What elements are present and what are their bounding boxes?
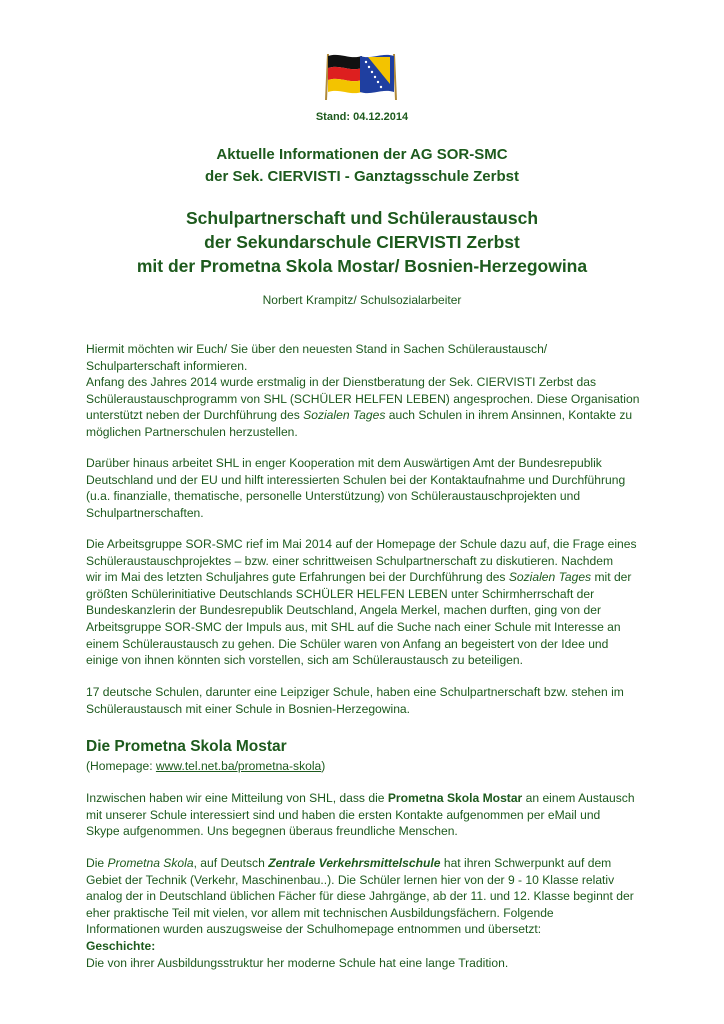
italic-text: Sozialen Tages xyxy=(508,570,592,585)
text-line xyxy=(86,790,646,807)
germany-bosnia-flags-icon xyxy=(318,48,404,106)
text-line xyxy=(86,758,646,775)
text-line: Schulpartnerschaften. xyxy=(86,505,204,520)
text-line: Schüleraustauschprojektes – bzw. einer schrittweisen Schulpartnerschaft zu diskutieren. Nachdem xyxy=(86,553,614,568)
homepage-line xyxy=(86,758,646,775)
paragraph-german-schools xyxy=(86,684,646,717)
subtitle-line-2: der Sek. CIERVISTI - Ganztagsschule Zerbst xyxy=(205,168,519,185)
text-line: 17 deutsche Schulen, darunter eine Leipziger Schule, haben eine Schulpartnerschaft bzw. stehen im xyxy=(86,685,624,699)
text-line: einige von ihnen könnten sich vorstellen, sich am Schüleraustausch zu beteiligen. xyxy=(86,653,523,668)
text-line: Schulparterschaft informieren. xyxy=(86,358,248,373)
text-line: Schüleraustausch mit einer Schule in Bosnien-Herzegowina. xyxy=(86,701,411,716)
text-line: größten Schülerinitiative Deutschlands SCHÜLER HELFEN LEBEN unter Schirmherrschaft der xyxy=(86,586,595,601)
subtitle-line-1: Aktuelle Informationen der AG SOR-SMC xyxy=(216,146,508,163)
stand-date: Stand: 04.12.2014 xyxy=(315,111,409,123)
title-line-3: mit der Prometna Skola Mostar/ Bosnien-Herzegowina xyxy=(136,256,588,276)
text-segment: an einem Austausch xyxy=(522,791,635,805)
text-line: Informationen wurden auszugsweise der Schulhomepage entnommen und übersetzt: xyxy=(86,922,542,937)
germany-flag-icon xyxy=(326,54,362,100)
paragraph-cooperation xyxy=(86,455,646,521)
bold-italic-text: Zentrale Verkehrsmittelschule xyxy=(268,856,441,870)
bosnia-flag-icon xyxy=(360,54,396,100)
title-line-2: der Sekundarschule CIERVISTI Zerbst xyxy=(204,232,520,252)
section-title: Die Prometna Skola Mostar xyxy=(86,738,287,755)
text-line: Schüleraustauschprogramm von SHL (SCHÜLER HELFEN LEBEN) angesprochen. Diese Organisation xyxy=(86,391,640,406)
text-line: Die von ihrer Ausbildungsstruktur her moderne Schule hat eine lange Tradition. xyxy=(86,955,509,970)
text-line: Anfang des Jahres 2014 wurde erstmalig in der Dienstberatung der Sek. CIERVISTI Zerbst das xyxy=(86,375,596,390)
text-line: (u.a. finanzialle, thematische, personelle Unterstützung) von Schüleraustauschprojekten und xyxy=(86,489,581,504)
text-segment: (Homepage: xyxy=(86,759,156,773)
text-segment: mit der xyxy=(591,570,632,585)
text-line: mit unserer Schule interessiert sind und haben die ersten Kontakte aufgenommen per eMail und xyxy=(86,807,601,822)
text-line: Skype aufgenommen. Uns begegnen überaus freundliche Menschen. xyxy=(86,824,458,839)
paragraph-working-group xyxy=(86,536,646,669)
text-line xyxy=(86,407,646,424)
text-line: eher praktische Teil mit vielen, vor allem mit technischen Ausbildungsfächern. Folgende xyxy=(86,905,554,920)
text-line: Bundeskanzlerin der Bundesrepublik Deutschland, Angela Merkel, machen durften, ging von der xyxy=(86,603,601,618)
paragraph-contact xyxy=(86,790,646,840)
text-segment: , auf Deutsch xyxy=(193,856,269,870)
paragraph-intro xyxy=(86,341,646,441)
paragraph-school-info xyxy=(86,855,646,971)
homepage-link[interactable]: www.tel.net.ba/prometna-skola xyxy=(155,759,322,773)
text-segment: wir im Mai des letzten Schuljahres gute Erfahrungen bei der Durchführung des xyxy=(86,570,509,585)
text-segment: Die xyxy=(86,856,108,870)
text-segment: auch Schulen in ihrem Ansinnen, Kontakte zu xyxy=(385,408,633,423)
title-line-1: Schulpartnerschaft und Schüleraustausch xyxy=(185,208,539,228)
bold-text: Prometna Skola Mostar xyxy=(387,791,523,805)
text-line xyxy=(86,855,646,872)
text-line: Hiermit möchten wir Euch/ Sie über den neuesten Stand in Sachen Schüleraustausch/ xyxy=(86,342,548,356)
text-line xyxy=(86,569,646,586)
text-segment: hat ihren Schwerpunkt auf dem xyxy=(440,856,612,870)
text-line: Gebiet der Technik (Verkehr, Maschinenbau..). Die Schüler lernen hier von der 9 - 10 Klasse relativ xyxy=(86,872,615,887)
text-line: Die Arbeitsgruppe SOR-SMC rief im Mai 2014 auf der Homepage der Schule dazu auf, die Frage eines xyxy=(86,537,637,551)
text-line: analog der in Deutschland üblichen Fächer für diese Jahrgänge, ab der 11. und 12. Klasse beginnt der xyxy=(86,889,634,904)
text-segment: unterstützt neben der Durchführung des xyxy=(86,408,304,423)
text-line: Darüber hinaus arbeitet SHL in enger Kooperation mit dem Auswärtigen Amt der Bundesrepublik xyxy=(86,456,602,470)
history-heading xyxy=(86,938,646,955)
bold-text: Geschichte: xyxy=(86,938,156,953)
text-line: Arbeitsgruppe SOR-SMC der Impuls aus, mit SHL auf die Suche nach einer Schule mit Interesse an xyxy=(86,619,621,634)
text-line: Deutschland und der EU und hilft interessierten Schulen bei der Kontaktaufnahme und Durchführung xyxy=(86,472,626,487)
italic-text: Prometna Skola xyxy=(107,856,194,870)
text-line: einem Schüleraustausch zu gehen. Die Schüler waren von Anfang an begeistert von der Idee und xyxy=(86,636,609,651)
author: Norbert Krampitz/ Schulsozialarbeiter xyxy=(262,293,462,307)
text-segment: ) xyxy=(321,759,326,773)
italic-text: Sozialen Tages xyxy=(303,408,386,423)
text-line: möglichen Partnerschulen herzustellen. xyxy=(86,424,298,439)
text-segment: Inzwischen haben wir eine Mitteilung von SHL, dass die xyxy=(86,791,388,805)
